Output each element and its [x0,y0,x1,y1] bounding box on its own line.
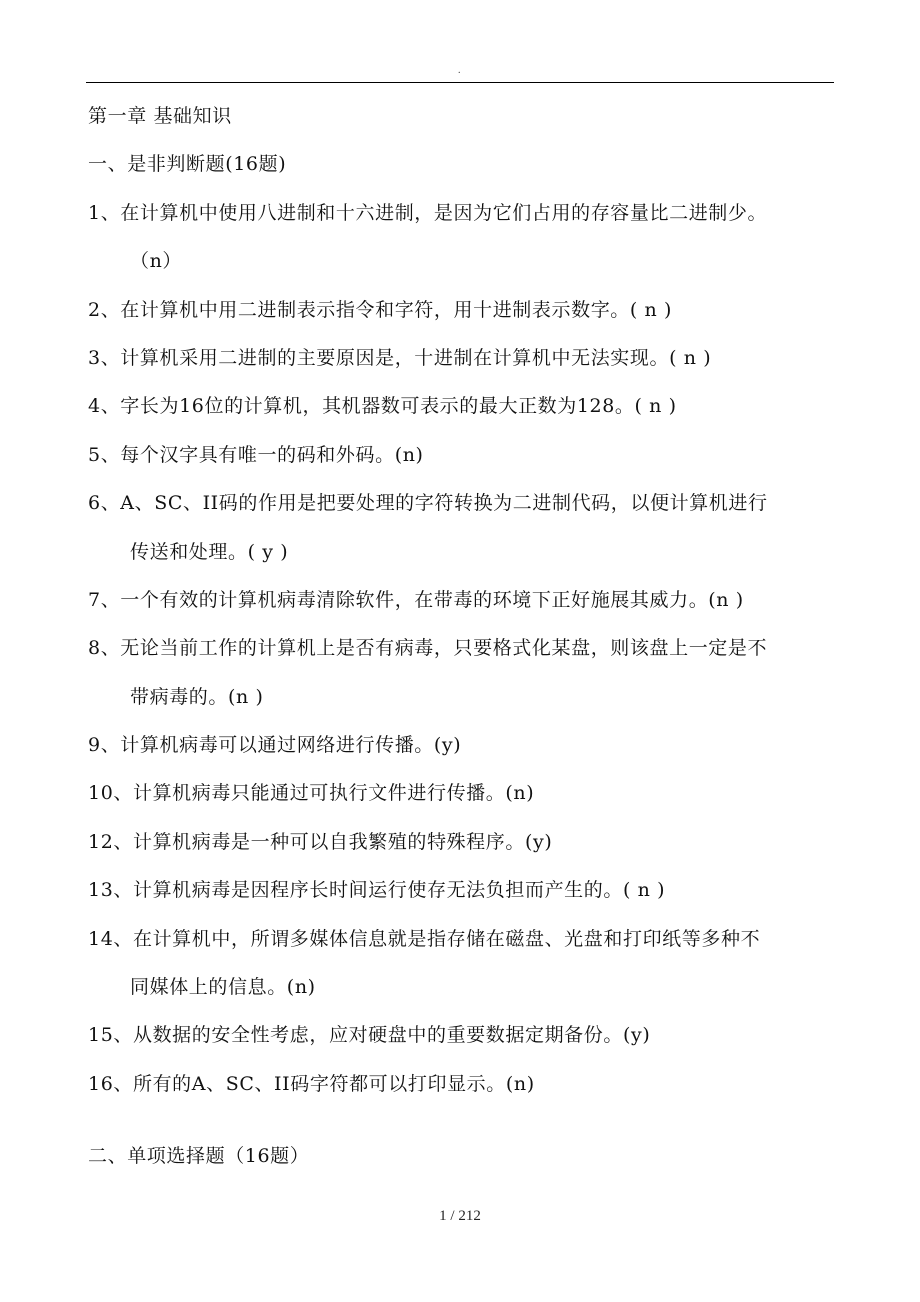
question-item [88,189,838,286]
question-item [88,721,838,769]
question-text: 1、在计算机中使用八进制和十六进制，是因为它们占用的存容量比二进制少。 [88,201,768,224]
question-item [88,479,838,576]
question-item [88,1060,838,1108]
question-text-continued: 同媒体上的信息。(n) [130,976,316,999]
question-answer: （n） [130,250,183,273]
section-spacer [88,1108,838,1132]
question-item [88,866,838,914]
question-text: 4、字长为16位的计算机，其机器数可表示的最大正数为128。( n ) [88,395,677,418]
question-text: 2、在计算机中用二进制表示指令和字符，用十进制表示数字。( n ) [88,298,673,321]
question-text: 12、计算机病毒是一种可以自我繁殖的特殊程序。(y) [88,830,553,853]
question-text: 10、计算机病毒只能通过可执行文件进行传播。(n) [88,782,535,805]
question-text: 13、计算机病毒是因程序长时间运行使存无法负担而产生的。( n ) [88,879,666,902]
question-text: 15、从数据的安全性考虑，应对硬盘中的重要数据定期备份。(y) [88,1024,651,1047]
question-item [88,382,838,430]
chapter-title: 第一章 基础知识 [88,105,232,127]
section-title-single-choice: 二、单项选择题（16题） [88,1145,310,1168]
question-text: 5、每个汉字具有唯一的码和外码。(n) [88,443,424,466]
question-item [88,431,838,479]
question-text: 8、无论当前工作的计算机上是否有病毒，只要格式化某盘，则该盘上一定是不 [88,637,768,660]
question-text: 6、A、SC、II码的作用是把要处理的字符转换为二进制代码，以便计算机进行 [88,492,768,515]
question-text: 14、在计算机中，所谓多媒体信息就是指存储在磁盘、光盘和打印纸等多种不 [88,927,761,950]
question-item [88,624,838,721]
question-text-continued: 传送和处理。( y ) [130,540,289,563]
question-item [88,286,838,334]
question-item [88,334,838,382]
header-rule [86,82,834,83]
question-item [88,818,838,866]
question-item [88,769,838,817]
question-text-continued: 带病毒的。(n ) [130,685,264,708]
question-text: 16、所有的A、SC、II码字符都可以打印显示。(n) [88,1072,535,1095]
question-text: 3、计算机采用二进制的主要原因是，十进制在计算机中无法实现。( n ) [88,346,712,369]
question-item [88,915,838,1012]
section-title-true-false: 一、是非判断题(16题) [88,153,287,176]
document-body [88,92,838,1181]
question-text: 7、一个有效的计算机病毒清除软件，在带毒的环境下正好施展其威力。(n ) [88,588,744,611]
page-number: 1 / 212 [439,1208,481,1224]
header-mark: . [458,65,461,76]
question-item [88,1011,838,1059]
question-text: 9、计算机病毒可以通过网络进行传播。(y) [88,734,462,757]
question-item [88,576,838,624]
